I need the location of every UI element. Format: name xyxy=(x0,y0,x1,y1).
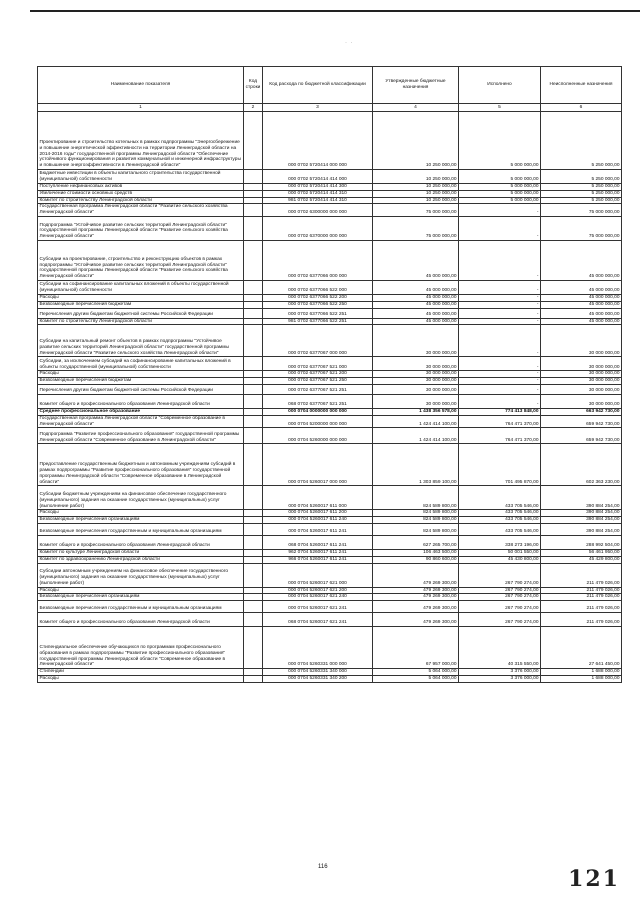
row-name: Безвозмездные перечисления государственным и муниципальным организациям xyxy=(38,523,244,535)
row-line-code xyxy=(244,613,263,627)
row-executed: - xyxy=(459,394,541,408)
col-header-left: Неисполненные назначения xyxy=(541,67,622,104)
row-unexecuted: 390 884 254,00 xyxy=(541,517,622,524)
row-line-code xyxy=(244,216,263,240)
row-budget-code: 000 0702 6377066 000 000 xyxy=(263,240,373,280)
row-name: Безвозмездные перечисления бюджетам xyxy=(38,301,244,308)
row-budget-code: 966 0704 5260017 611 241 xyxy=(263,556,373,563)
row-unexecuted: 5 250 000,00 xyxy=(541,112,622,170)
row-name: Подпрограмма "Развитие профессионального образования" государственной программы Ленинградской области "Современное образование в Ленинградской области" xyxy=(38,428,244,444)
row-unexecuted: 56 461 950,00 xyxy=(541,549,622,556)
table-row xyxy=(38,301,622,308)
row-unexecuted: 45 000 000,00 xyxy=(541,280,622,294)
row-name: Безвозмездные перечисления государственным и муниципальным организациям xyxy=(38,601,244,613)
row-approved: 479 269 300,00 xyxy=(373,601,459,613)
table-row xyxy=(38,510,622,517)
row-unexecuted: 211 479 026,00 xyxy=(541,563,622,587)
row-approved: 627 265 700,00 xyxy=(373,535,459,549)
handwritten-page-stamp: 121 xyxy=(568,866,620,892)
table-row xyxy=(38,170,622,184)
row-line-code xyxy=(244,535,263,549)
row-approved: 30 000 000,00 xyxy=(373,357,459,371)
row-unexecuted: 45 000 000,00 xyxy=(541,308,622,318)
row-name: Бюджетные инвестиции в объекты капитального строительства государственной (муниципальной) собственности xyxy=(38,170,244,184)
row-unexecuted: 30 000 000,00 xyxy=(541,394,622,408)
top-rule xyxy=(30,10,640,12)
row-name: Предоставление государственным бюджетным и автономным учреждениям субсидий в рамках подпрограммы "Развитие профессионального образования" государственной программы Ленинградской области "Современное образование в Ленинградской области" xyxy=(38,444,244,486)
row-line-code xyxy=(244,190,263,197)
table-row xyxy=(38,428,622,444)
row-executed: - xyxy=(459,204,541,217)
row-name: Комитет общего и профессионального образования Ленинградской области xyxy=(38,535,244,549)
row-name: Безвозмездные перечисления организациям xyxy=(38,517,244,524)
row-executed: - xyxy=(459,318,541,325)
row-line-code xyxy=(244,444,263,486)
row-approved: 1 303 859 100,00 xyxy=(373,444,459,486)
row-approved: 45 000 000,00 xyxy=(373,301,459,308)
table-row xyxy=(38,563,622,587)
table-row xyxy=(38,594,622,601)
row-approved: 10 250 000,00 xyxy=(373,197,459,204)
row-name: Субсидии на проектирование, строительство и реконструкцию объектов в рамках подпрограммы "Устойчивое развитие сельских территорий Ленинградской области" государственной программы Ленинградской области "Развитие сельского хозяйства Ленинградской области" xyxy=(38,240,244,280)
row-unexecuted: 45 429 800,00 xyxy=(541,556,622,563)
col-header-line: Код строки xyxy=(244,67,263,104)
table-row xyxy=(38,627,622,669)
row-executed: - xyxy=(459,371,541,378)
row-approved: 90 860 600,00 xyxy=(373,556,459,563)
row-executed: 3 376 000,00 xyxy=(459,669,541,676)
row-approved: 10 250 000,00 xyxy=(373,184,459,191)
row-approved: 10 250 000,00 xyxy=(373,170,459,184)
row-name: Субсидии на софинансирование капитальных вложений в объекты государственной (муниципальной) собственности xyxy=(38,280,244,294)
row-budget-code: 068 0704 5260017 621 241 xyxy=(263,613,373,627)
row-name: Субсидии, за исключением субсидий на софинансирование капитальных вложений в объекты государственной (муниципальной) собственности xyxy=(38,357,244,371)
row-unexecuted: 30 000 000,00 xyxy=(541,378,622,385)
row-budget-code: 000 0702 5720414 414 300 xyxy=(263,184,373,191)
table-row xyxy=(38,408,622,415)
row-name: Субсидии автономным учреждениям на финансовое обеспечение государственного (муниципального) задания на оказание государственных (муниципальных) услуг (выполнение работ) xyxy=(38,563,244,587)
table-row xyxy=(38,675,622,682)
row-unexecuted: 5 250 000,00 xyxy=(541,197,622,204)
table-row xyxy=(38,371,622,378)
row-executed: 5 000 000,00 xyxy=(459,184,541,191)
table-row xyxy=(38,535,622,549)
row-name: Комитет по строительству Ленинградской области xyxy=(38,318,244,325)
table-row xyxy=(38,294,622,301)
row-line-code xyxy=(244,197,263,204)
row-approved: 824 589 800,00 xyxy=(373,523,459,535)
row-line-code xyxy=(244,587,263,594)
row-name: Государственная программа Ленинградской области "Современное образование в Ленинградской области" xyxy=(38,415,244,428)
row-unexecuted: 663 942 730,00 xyxy=(541,408,622,415)
row-budget-code: 000 0702 6377067 521 000 xyxy=(263,357,373,371)
row-budget-code: 000 0704 5260017 621 200 xyxy=(263,587,373,594)
row-name: Комитет общего и профессионального образования Ленинградской области xyxy=(38,394,244,408)
table-row xyxy=(38,308,622,318)
row-line-code xyxy=(244,627,263,669)
row-line-code xyxy=(244,301,263,308)
header-row xyxy=(38,67,622,104)
row-budget-code: 981 0702 5720414 414 310 xyxy=(263,197,373,204)
row-executed: 433 705 546,00 xyxy=(459,523,541,535)
row-approved: 106 463 500,00 xyxy=(373,549,459,556)
row-executed: 5 000 000,00 xyxy=(459,197,541,204)
table-row xyxy=(38,112,622,170)
row-approved: 45 000 000,00 xyxy=(373,240,459,280)
table-row xyxy=(38,549,622,556)
row-approved: 824 589 800,00 xyxy=(373,510,459,517)
row-name: Расходы xyxy=(38,510,244,517)
row-budget-code: 962 0704 5260017 611 241 xyxy=(263,549,373,556)
row-line-code xyxy=(244,523,263,535)
row-unexecuted: 45 000 000,00 xyxy=(541,294,622,301)
row-executed: - xyxy=(459,216,541,240)
row-unexecuted: 659 942 730,00 xyxy=(541,428,622,444)
row-line-code xyxy=(244,486,263,510)
scan-marks: · · xyxy=(345,40,353,46)
row-line-code xyxy=(244,240,263,280)
row-budget-code: 000 0704 5260017 621 000 xyxy=(263,563,373,587)
row-unexecuted: 659 942 730,00 xyxy=(541,415,622,428)
row-executed: 338 273 196,00 xyxy=(459,535,541,549)
row-executed: - xyxy=(459,384,541,394)
table-row xyxy=(38,357,622,371)
row-approved: 824 589 800,00 xyxy=(373,486,459,510)
row-unexecuted: 27 641 450,00 xyxy=(541,627,622,669)
row-unexecuted: 1 688 000,00 xyxy=(541,675,622,682)
row-executed: 5 000 000,00 xyxy=(459,170,541,184)
row-name: Подпрограмма "Устойчивое развитие сельских территорий Ленинградской области" государственной программы Ленинградской области "Развитие сельского хозяйства Ленинградской области" xyxy=(38,216,244,240)
row-name: Расходы xyxy=(38,675,244,682)
row-name: Расходы xyxy=(38,371,244,378)
row-budget-code: 000 0704 5260017 621 241 xyxy=(263,601,373,613)
row-budget-code: 000 0702 6377066 522 200 xyxy=(263,294,373,301)
row-unexecuted: 390 884 254,00 xyxy=(541,486,622,510)
table-row xyxy=(38,190,622,197)
row-executed: 267 790 274,00 xyxy=(459,613,541,627)
row-executed: 50 001 550,00 xyxy=(459,549,541,556)
row-executed: 267 790 274,00 xyxy=(459,563,541,587)
row-budget-code: 000 0704 5260331 340 200 xyxy=(263,675,373,682)
row-unexecuted: 5 250 000,00 xyxy=(541,170,622,184)
table-row xyxy=(38,517,622,524)
row-budget-code: 981 0702 6377066 522 251 xyxy=(263,318,373,325)
row-executed: - xyxy=(459,280,541,294)
row-line-code xyxy=(244,428,263,444)
row-line-code xyxy=(244,675,263,682)
row-name: Стипендии xyxy=(38,669,244,676)
row-budget-code: 000 0704 5260017 621 240 xyxy=(263,594,373,601)
row-budget-code: 000 0702 6377067 521 200 xyxy=(263,371,373,378)
row-name: Расходы xyxy=(38,294,244,301)
row-executed: - xyxy=(459,240,541,280)
row-unexecuted: 211 479 026,00 xyxy=(541,613,622,627)
row-approved: 45 000 000,00 xyxy=(373,280,459,294)
row-unexecuted: 75 000 000,00 xyxy=(541,204,622,217)
row-executed: - xyxy=(459,294,541,301)
row-line-code xyxy=(244,510,263,517)
table-row xyxy=(38,216,622,240)
row-line-code xyxy=(244,601,263,613)
row-unexecuted: 45 000 000,00 xyxy=(541,301,622,308)
table-row xyxy=(38,394,622,408)
row-executed: 701 495 870,00 xyxy=(459,444,541,486)
row-name: Субсидии на капитальный ремонт объектов в рамках подпрограммы "Устойчивое развитие сельских территорий Ленинградской области" государственной программы Ленинградской области "Развитие сельского хозяйства Ленинградской области" xyxy=(38,325,244,357)
row-budget-code: 000 0702 5720414 414 000 xyxy=(263,170,373,184)
row-budget-code: 000 0704 5200000 000 000 xyxy=(263,415,373,428)
row-budget-code: 000 0702 6377067 000 000 xyxy=(263,325,373,357)
row-approved: 30 000 000,00 xyxy=(373,378,459,385)
col-header-name: Наименование показателя xyxy=(38,67,244,104)
row-budget-code: 000 0702 6377066 522 251 xyxy=(263,308,373,318)
page-number: 116 xyxy=(318,864,328,870)
row-executed: 267 790 274,00 xyxy=(459,594,541,601)
row-line-code xyxy=(244,325,263,357)
row-line-code xyxy=(244,563,263,587)
row-unexecuted: 211 479 026,00 xyxy=(541,601,622,613)
row-name: Проектирование и строительство котельных в рамках подпрограммы "Энергосбережение и повышение энергетической эффективности на территории Ленинградской области на 2014-2016 годы" государственной программы Ленинградской области "Обеспечение устойчивого функционирования и развития коммунальной и инженерной инфраструктуры и повышение энергоэффективности в Ленинградской области" xyxy=(38,112,244,170)
row-approved: 75 000 000,00 xyxy=(373,204,459,217)
row-budget-code: 000 0704 5260017 000 000 xyxy=(263,444,373,486)
row-approved: 45 000 000,00 xyxy=(373,308,459,318)
row-budget-code: 000 0704 5260017 611 241 xyxy=(263,523,373,535)
table-row xyxy=(38,523,622,535)
table-row xyxy=(38,184,622,191)
row-approved: 1 438 356 578,00 xyxy=(373,408,459,415)
row-name: Стипендиальное обеспечение обучающихся по программам профессионального образования в рамках подпрограммы "Развитие профессионального образования" государственной программы Ленинградской области "Современное образование в Ленинградской области" xyxy=(38,627,244,669)
row-executed: 267 790 274,00 xyxy=(459,587,541,594)
table-row xyxy=(38,197,622,204)
row-name: Увеличение стоимости основных средств xyxy=(38,190,244,197)
table-row xyxy=(38,556,622,563)
row-budget-code: 000 0702 6300000 000 000 xyxy=(263,204,373,217)
row-executed: 45 430 800,00 xyxy=(459,556,541,563)
col-number: 6 xyxy=(541,104,622,112)
row-name: Перечисления другим бюджетам бюджетной системы Российской Федерации xyxy=(38,384,244,394)
row-budget-code: 068 0702 6377067 521 251 xyxy=(263,394,373,408)
row-approved: 30 000 000,00 xyxy=(373,384,459,394)
col-header-done: Исполнено xyxy=(459,67,541,104)
table-row xyxy=(38,384,622,394)
row-executed: 764 471 370,00 xyxy=(459,428,541,444)
col-number: 3 xyxy=(263,104,373,112)
row-line-code xyxy=(244,371,263,378)
col-number: 2 xyxy=(244,104,263,112)
table-row xyxy=(38,669,622,676)
row-executed: 774 413 848,00 xyxy=(459,408,541,415)
row-line-code xyxy=(244,594,263,601)
table-row xyxy=(38,587,622,594)
row-line-code xyxy=(244,556,263,563)
table-row xyxy=(38,613,622,627)
row-unexecuted: 390 884 254,00 xyxy=(541,523,622,535)
row-executed: 5 000 000,00 xyxy=(459,190,541,197)
row-budget-code: 000 0702 6377066 522 000 xyxy=(263,280,373,294)
table-row xyxy=(38,318,622,325)
row-line-code xyxy=(244,357,263,371)
row-line-code xyxy=(244,184,263,191)
row-line-code xyxy=(244,280,263,294)
row-approved: 45 000 000,00 xyxy=(373,318,459,325)
row-name: Среднее профессиональное образование xyxy=(38,408,244,415)
row-budget-code: 000 0702 6370000 000 000 xyxy=(263,216,373,240)
col-header-code: Код расхода по бюджетной классификации xyxy=(263,67,373,104)
row-name: Поступление нефинансовых активов xyxy=(38,184,244,191)
row-name: Субсидии бюджетным учреждениям на финансовое обеспечение государственного (муниципального) задания на оказание государственных (муниципальных) услуг (выполнение работ) xyxy=(38,486,244,510)
row-approved: 5 064 000,00 xyxy=(373,675,459,682)
row-unexecuted: 288 992 504,00 xyxy=(541,535,622,549)
row-line-code xyxy=(244,318,263,325)
row-budget-code: 000 0702 5720414 414 310 xyxy=(263,190,373,197)
table-row xyxy=(38,204,622,217)
row-budget-code: 000 0702 6377067 521 250 xyxy=(263,378,373,385)
row-approved: 479 269 300,00 xyxy=(373,594,459,601)
row-approved: 10 250 000,00 xyxy=(373,190,459,197)
row-budget-code: 000 0704 5260000 000 000 xyxy=(263,428,373,444)
row-line-code xyxy=(244,112,263,170)
row-unexecuted: 390 884 254,00 xyxy=(541,510,622,517)
row-line-code xyxy=(244,308,263,318)
row-budget-code: 000 0702 5720414 000 000 xyxy=(263,112,373,170)
row-name: Комитет по здравоохранению Ленинградской области xyxy=(38,556,244,563)
row-unexecuted: 5 250 000,00 xyxy=(541,190,622,197)
row-budget-code: 000 0704 0000000 000 000 xyxy=(263,408,373,415)
row-unexecuted: 211 479 026,00 xyxy=(541,594,622,601)
table-row xyxy=(38,280,622,294)
row-line-code xyxy=(244,204,263,217)
row-approved: 67 957 000,00 xyxy=(373,627,459,669)
row-budget-code: 000 0702 6377067 521 251 xyxy=(263,384,373,394)
table-row xyxy=(38,486,622,510)
row-executed: 433 705 546,00 xyxy=(459,510,541,517)
row-name: Комитет по строительству Ленинградской области xyxy=(38,197,244,204)
row-approved: 45 000 000,00 xyxy=(373,294,459,301)
row-unexecuted: 75 000 000,00 xyxy=(541,216,622,240)
row-unexecuted: 211 479 026,00 xyxy=(541,587,622,594)
table-row xyxy=(38,601,622,613)
row-executed: - xyxy=(459,325,541,357)
table-row xyxy=(38,378,622,385)
row-executed: 764 471 370,00 xyxy=(459,415,541,428)
row-name: Безвозмездные перечисления организациям xyxy=(38,594,244,601)
row-line-code xyxy=(244,170,263,184)
report-table xyxy=(37,66,622,683)
row-line-code xyxy=(244,378,263,385)
row-name: Государственная программа Ленинградской области "Развитие сельского хозяйства Ленинградской области" xyxy=(38,204,244,217)
row-unexecuted: 1 688 000,00 xyxy=(541,669,622,676)
row-executed: - xyxy=(459,308,541,318)
row-unexecuted: 45 000 000,00 xyxy=(541,318,622,325)
row-budget-code: 000 0704 5260017 611 240 xyxy=(263,517,373,524)
row-unexecuted: 30 000 000,00 xyxy=(541,384,622,394)
row-line-code xyxy=(244,517,263,524)
row-executed: 433 705 546,00 xyxy=(459,517,541,524)
row-name: Перечисления другим бюджетам бюджетной системы Российской Федерации xyxy=(38,308,244,318)
row-approved: 75 000 000,00 xyxy=(373,216,459,240)
table-row xyxy=(38,240,622,280)
column-number-row xyxy=(38,104,622,112)
row-line-code xyxy=(244,669,263,676)
row-approved: 479 269 300,00 xyxy=(373,587,459,594)
row-approved: 1 424 414 100,00 xyxy=(373,415,459,428)
row-approved: 30 000 000,00 xyxy=(373,325,459,357)
row-line-code xyxy=(244,415,263,428)
row-executed: 3 376 000,00 xyxy=(459,675,541,682)
row-executed: 40 315 550,00 xyxy=(459,627,541,669)
col-number: 1 xyxy=(38,104,244,112)
row-unexecuted: 30 000 000,00 xyxy=(541,325,622,357)
row-name: Комитет общего и профессионального образования Ленинградской области xyxy=(38,613,244,627)
col-number: 4 xyxy=(373,104,459,112)
row-budget-code: 068 0704 5260017 611 241 xyxy=(263,535,373,549)
row-line-code xyxy=(244,384,263,394)
row-approved: 5 064 000,00 xyxy=(373,669,459,676)
row-unexecuted: 30 000 000,00 xyxy=(541,357,622,371)
row-approved: 10 250 000,00 xyxy=(373,112,459,170)
row-unexecuted: 602 363 230,00 xyxy=(541,444,622,486)
row-budget-code: 000 0704 5260331 340 000 xyxy=(263,669,373,676)
row-executed: - xyxy=(459,301,541,308)
row-budget-code: 000 0704 5260331 000 000 xyxy=(263,627,373,669)
row-approved: 1 424 414 100,00 xyxy=(373,428,459,444)
row-budget-code: 000 0704 5260017 611 200 xyxy=(263,510,373,517)
row-name: Расходы xyxy=(38,587,244,594)
row-executed: 267 790 274,00 xyxy=(459,601,541,613)
row-budget-code: 000 0702 6377066 522 250 xyxy=(263,301,373,308)
row-approved: 824 589 800,00 xyxy=(373,517,459,524)
row-approved: 30 000 000,00 xyxy=(373,371,459,378)
row-line-code xyxy=(244,549,263,556)
row-executed: 433 705 546,00 xyxy=(459,486,541,510)
col-header-approved: Утвержденные бюджетные назначения xyxy=(373,67,459,104)
table-row xyxy=(38,415,622,428)
row-approved: 479 269 300,00 xyxy=(373,563,459,587)
row-executed: - xyxy=(459,378,541,385)
row-unexecuted: 30 000 000,00 xyxy=(541,371,622,378)
row-unexecuted: 45 000 000,00 xyxy=(541,240,622,280)
row-approved: 479 269 300,00 xyxy=(373,613,459,627)
row-unexecuted: 5 250 000,00 xyxy=(541,184,622,191)
row-budget-code: 000 0704 5260017 611 000 xyxy=(263,486,373,510)
row-executed: 5 000 000,00 xyxy=(459,112,541,170)
row-name: Безвозмездные перечисления бюджетам xyxy=(38,378,244,385)
row-line-code xyxy=(244,294,263,301)
row-line-code xyxy=(244,394,263,408)
row-executed: - xyxy=(459,357,541,371)
table-row xyxy=(38,325,622,357)
col-number: 5 xyxy=(459,104,541,112)
row-line-code xyxy=(244,408,263,415)
row-name: Комитет по культуре Ленинградской области xyxy=(38,549,244,556)
table-row xyxy=(38,444,622,486)
row-approved: 30 000 000,00 xyxy=(373,394,459,408)
